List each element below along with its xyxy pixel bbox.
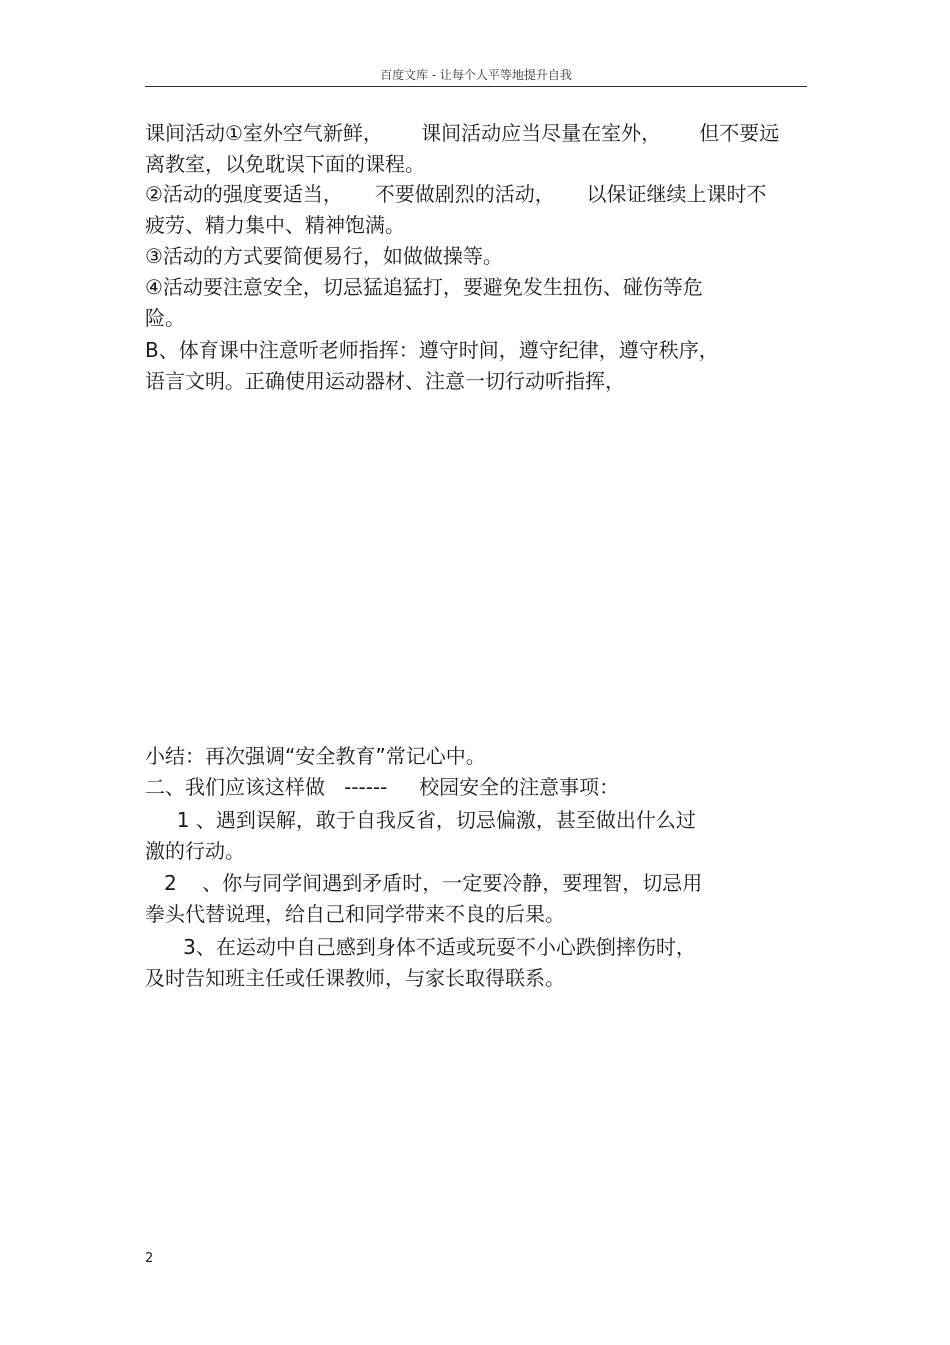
summary-line: 小结：再次强调“安全教育”常记心中。 xyxy=(145,744,486,768)
list-item: 3、在运动中自己感到身体不适或玩耍不小心跌倒摔伤时， xyxy=(145,935,696,959)
body-line: B、体育课中注意听老师指挥：遵守时间，遵守纪律，遵守秩序， xyxy=(145,338,719,362)
list-item-continuation: 激的行动。 xyxy=(145,839,245,863)
list-item-continuation: 及时告知班主任或任课教师，与家长取得联系。 xyxy=(145,966,565,990)
page-number: 2 xyxy=(145,1251,154,1266)
body-line: ④活动要注意安全，切忌猛追猛打，要避免发生扭伤、碰伤等危 xyxy=(145,275,703,299)
section-heading: 二、我们应该这样做 ------ 校园安全的注意事项： xyxy=(145,775,620,799)
body-line: 离教室，以免耽误下面的课程。 xyxy=(145,152,425,176)
list-item: 2 、你与同学间遇到矛盾时，一定要冷静，要理智，切忌用 xyxy=(145,871,703,895)
body-line: 险。 xyxy=(145,306,185,330)
body-line: 语言文明。正确使用运动器材、注意一切行动听指挥， xyxy=(145,369,625,393)
body-line: 疲劳、精力集中、精神饱满。 xyxy=(145,213,405,237)
list-item-continuation: 拳头代替说理，给自己和同学带来不良的后果。 xyxy=(145,902,565,926)
header-divider xyxy=(145,86,807,87)
list-item: 1 、遇到误解，敢于自我反省，切忌偏激，甚至做出什么过 xyxy=(145,808,696,832)
body-line: ②活动的强度要适当， 不要做剧烈的活动， 以保证继续上课时不 xyxy=(145,182,767,206)
page-header: 百度文库 - 让每个人平等地提升自我 xyxy=(380,68,572,82)
body-line: ③活动的方式要简便易行，如做做操等。 xyxy=(145,244,503,268)
body-line: 课间活动①室外空气新鲜， 课间活动应当尽量在室外， 但不要远 xyxy=(145,121,780,145)
